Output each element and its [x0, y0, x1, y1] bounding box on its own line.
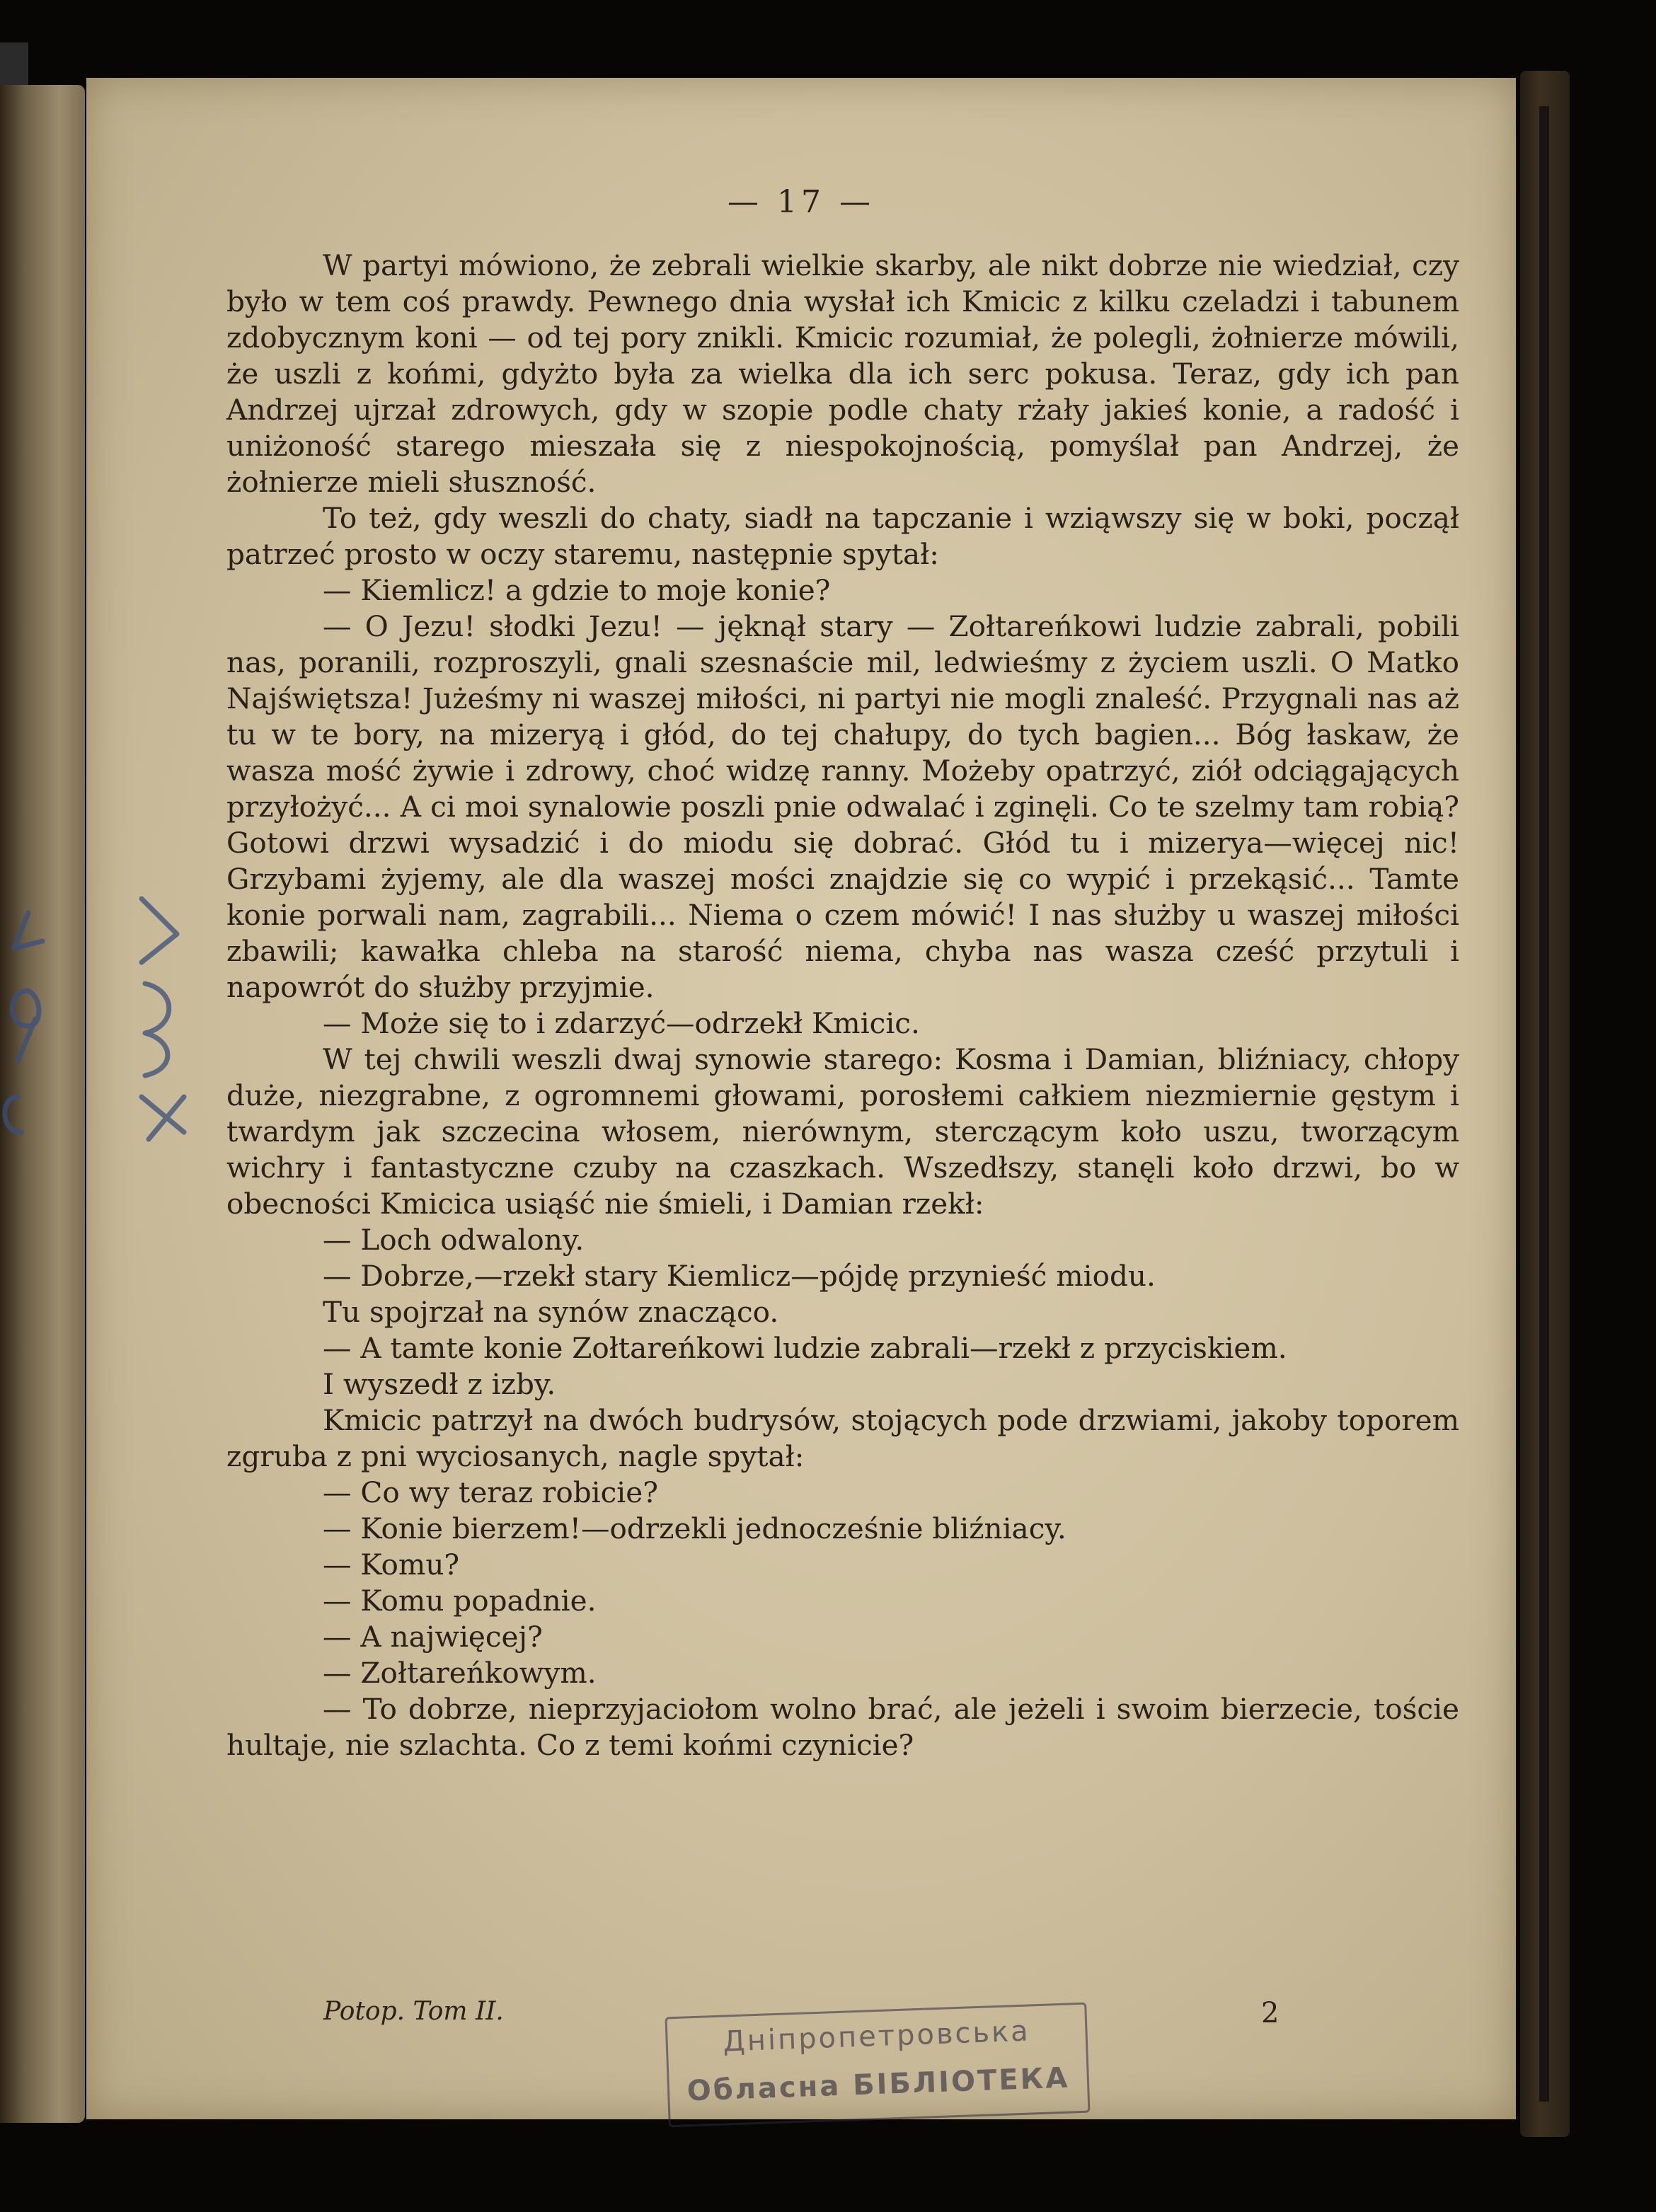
paragraph: — Konie bierzem!—odrzekli jednocześnie bliźniacy.: [323, 1511, 1066, 1545]
paragraph: — Komu?: [323, 1548, 460, 1582]
handwritten-margin-note: [0, 885, 234, 1153]
footer-signature: Potop. Tom II.: [323, 1997, 504, 2026]
paragraph: W partyi mówiono, że zebrali wielkie skarby, ale nikt dobrze nie wiedział, czy było w tem coś prawdy. Pewnego dnia wysłał ich Kmicic z kilku czeladzi i tabunem zdobycznym koni — od tej pory znikli. Kmicic rozumiał, że polegli, żołnierze mówili, że uszli z końmi, gdyżto była za wielka dla ich serc pokusa. Teraz, gdy ich pan Andrzej ujrzał zdrowych, gdy w szopie podle chaty rżały jakieś konie, a radość i uniżoność starego mieszała się z niespokojnością, pomyślał pan Andrzej, że żołnierze mieli słuszność.: [226, 248, 1459, 499]
paragraph: Tu spojrzał na synów znacząco.: [323, 1295, 779, 1329]
stamp-line: Дніпропетровська: [722, 2015, 1031, 2058]
paragraph: — Komu popadnie.: [323, 1584, 597, 1618]
paragraph: Kmicic patrzył na dwóch budrysów, stojących pode drzwiami, jakoby toporem zgruba z pni wyciosanych, nagle spytał:: [226, 1403, 1459, 1473]
paragraph: I wyszedł z izby.: [323, 1367, 556, 1401]
paragraph: — To dobrze, nieprzyjaciołom wolno brać, ale jeżeli i swoim bierzecie, toście hultaje, nie szlachta. Co z temi końmi czynicie?: [226, 1692, 1459, 1762]
footer-sheet-number: 2: [1261, 1997, 1280, 2029]
paragraph: To też, gdy weszli do chaty, siadł na tapczanie i wziąwszy się w boki, począł patrzeć prosto w oczy staremu, następnie spytał:: [226, 501, 1459, 571]
page-body-text: [226, 248, 1459, 1763]
book-spine-shadow: [1539, 106, 1549, 2102]
paragraph: W tej chwili weszli dwaj synowie starego: Kosma i Damian, bliźniacy, chłopy duże, niezgrabne, z ogromnemi głowami, porosłemi całkiem niezmiernie gęstym i twardym jak szczecina włosem, nierównym, sterczącym koło uszu, tworzącym wichry i fantastyczne czuby na czaszkach. Wszedłszy, stanęli koło drzwi, bo w obecności Kmicica usiąść nie śmieli, i Damian rzekł:: [226, 1042, 1459, 1221]
book-page: [86, 78, 1516, 2119]
library-stamp: [665, 2003, 1090, 2128]
paragraph: — Może się to i zdarzyć—odrzekł Kmicic.: [323, 1006, 920, 1040]
stamp-line: Обласна БІБЛІОТЕКА: [686, 2061, 1070, 2108]
paragraph: — A tamte konie Zołtareńkowi ludzie zabrali—rzekł z przyciskiem.: [323, 1331, 1287, 1365]
paragraph: — Dobrze,—rzekł stary Kiemlicz—pójdę przynieść miodu.: [323, 1259, 1156, 1293]
paragraph: — A najwięcej?: [323, 1620, 543, 1654]
page-number: — 17 —: [728, 184, 875, 220]
paragraph: — Kiemlicz! a gdzie to moje konie?: [323, 573, 831, 607]
paragraph: — O Jezu! słodki Jezu! — jęknął stary — Zołtareńkowi ludzie zabrali, pobili nas, poranili, rozproszyli, gnali szesnaście mil, ledwieśmy z życiem uszli. O Matko Najświętsza! Jużeśmy ni waszej miłości, ni partyi nie mogli znaleść. Przygnali nas aż tu w te bory, na mizeryą i głód, do tej chałupy, do tych bagien... Bóg łaskaw, że wasza mość żywie i zdrowy, choć widzę ranny. Możeby opatrzyć, ziół odciągających przyłożyć... A ci moi synalowie poszli pnie odwalać i zginęli. Co te szelmy tam robią? Gotowi drzwi wysadzić i do miodu się dobrać. Głód tu i mizerya—więcej nic! Grzybami żyjemy, ale dla waszej mości znajdzie się co wypić i przekąsić... Tamte konie porwali nam, zagrabili... Niema o czem mówić! I nas służby u waszej miłości zbawili; kawałka chleba na starość niema, chyba nas wasza cześć przytuli i napowrót do służby przyjmie.: [226, 609, 1459, 1004]
paragraph: — Co wy teraz robicie?: [323, 1475, 658, 1509]
paragraph: — Loch odwalony.: [323, 1223, 585, 1257]
paragraph: — Zołtareńkowym.: [323, 1656, 597, 1690]
